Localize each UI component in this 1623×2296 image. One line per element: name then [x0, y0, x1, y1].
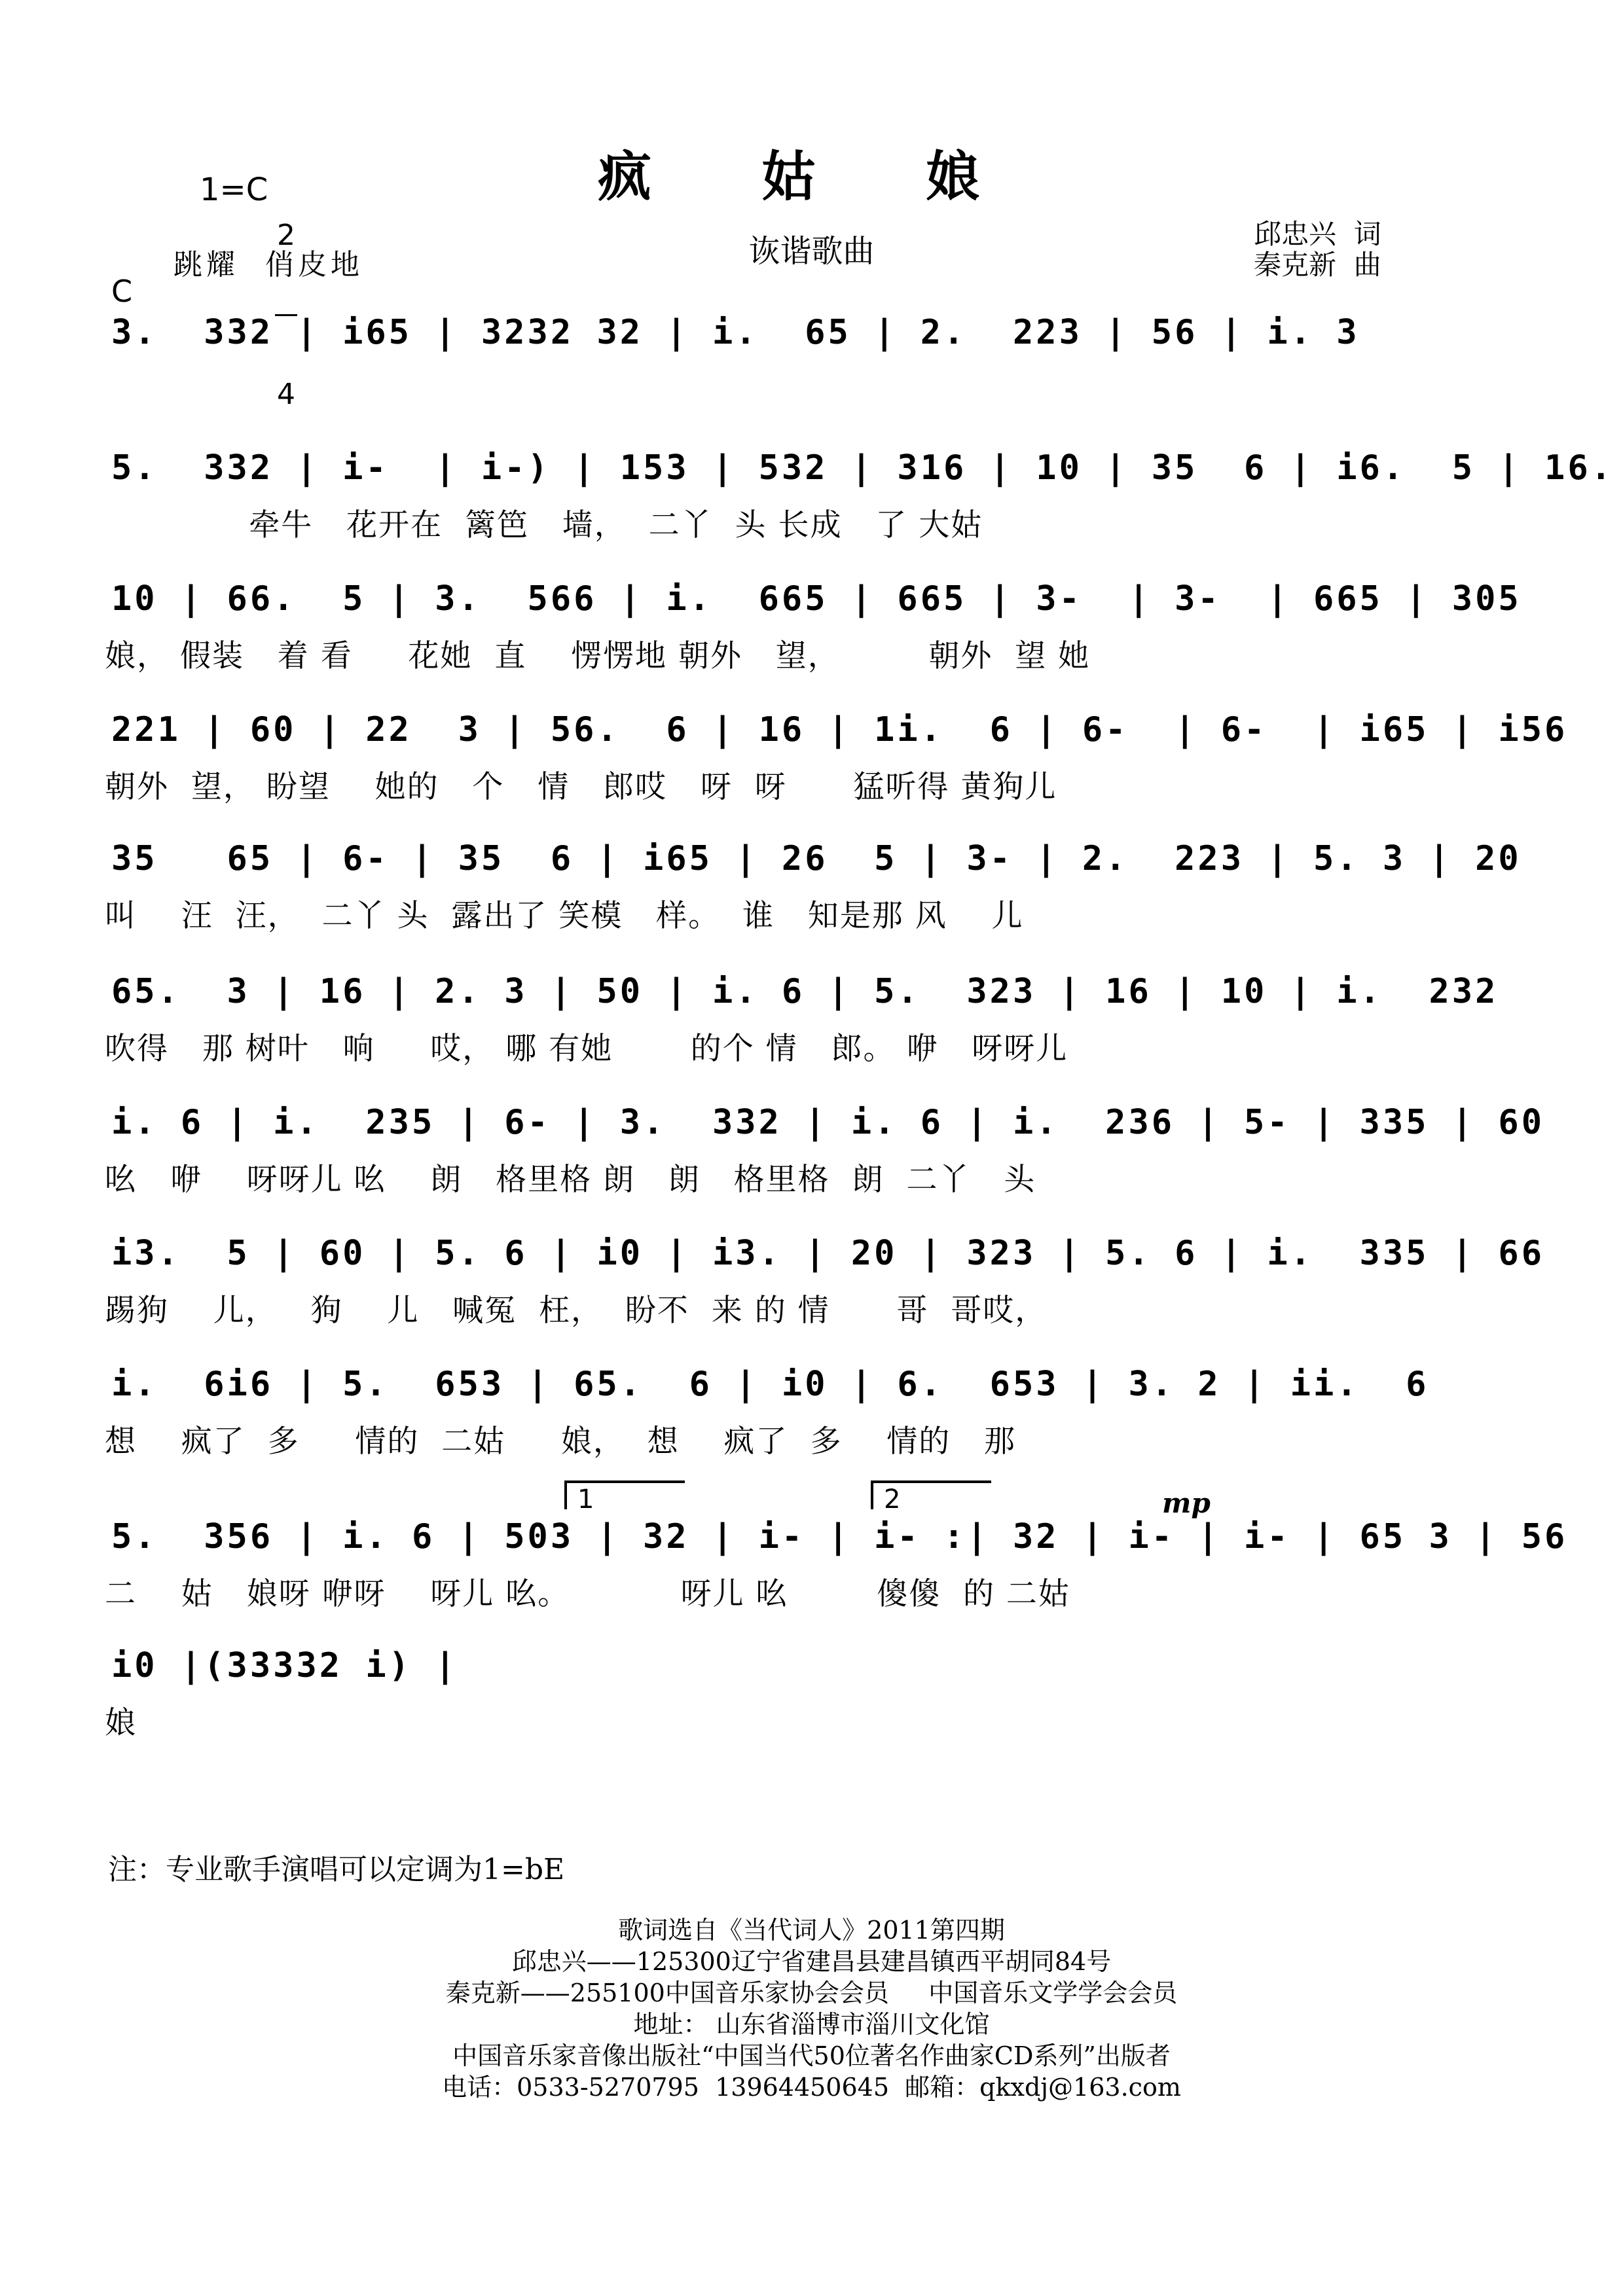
notation-row: 5. 356 | i. 6 | 503 | 32 | i- | i- :| 32 | i- | i- | 65 3 | 56 — [111, 1517, 1568, 1556]
composer-credit: 秦克新 曲 — [1254, 249, 1381, 281]
lyric-row: 叫 汪 汪， 二丫 头 露出了 笑模 样。 谁 知是那 风 儿 — [105, 898, 1024, 934]
first-ending-number: 1 — [577, 1484, 594, 1515]
time-signature — [275, 157, 297, 442]
notation-row: 65. 3 | 16 | 2. 3 | 50 | i. 6 | 5. 323 | 16 | 10 | i. 232 — [111, 972, 1499, 1011]
notation-row: 221 | 60 | 22 3 | 56. 6 | 16 | 1i. 6 | 6- | 6- | i65 | i56 — [111, 710, 1568, 749]
footer-line: 秦克新——255100中国音乐家协会会员 中国音乐文学学会会员 — [445, 1979, 1178, 2007]
lyric-row: 吆 咿 呀呀儿 吆 朗 格里格 朗 朗 格里格 朗 二丫 头 — [105, 1162, 1036, 1198]
notation-row: 35 65 | 6- | 35 6 | i65 | 26 5 | 3- | 2. 223 | 5. 3 | 20 — [111, 839, 1522, 878]
performance-style: 跳耀 俏皮地 — [173, 248, 363, 281]
chord-symbol: C — [111, 274, 133, 309]
notation-row: i3. 5 | 60 | 5. 6 | i0 | i3. | 20 | 323 | 5. 6 | i. 335 | 66 — [111, 1234, 1545, 1273]
lyric-row: 朝外 望， 盼望 她的 个 情 郎哎 呀 呀 猛听得 黄狗儿 — [105, 769, 1057, 805]
key-signature: 1=C — [200, 171, 268, 208]
second-ending-bracket — [871, 1480, 991, 1515]
notation-row: i. 6i6 | 5. 653 | 65. 6 | i0 | 6. 653 | 3. 2 | ii. 6 — [111, 1365, 1429, 1404]
first-ending-bracket — [564, 1480, 685, 1515]
meter-bottom: 4 — [277, 378, 295, 411]
meter-top: 2 — [277, 219, 295, 252]
notation-row: 10 | 66. 5 | 3. 566 | i. 665 | 665 | 3- | 3- | 665 | 305 — [111, 579, 1522, 619]
dynamic-marking: mp — [1162, 1487, 1211, 1519]
notation-row: i0 |(33332 i) | — [111, 1646, 458, 1685]
footer-line: 中国音乐家音像出版社“中国当代50位著名作曲家CD系列”出版者 — [452, 2041, 1171, 2070]
footer-line: 地址： 山东省淄博市淄川文化馆 — [633, 2010, 990, 2039]
lyric-row: 二 姑 娘呀 咿呀 呀儿 吆。 呀儿 吆 傻傻 的 二姑 — [105, 1576, 1070, 1612]
footer-line: 电话：0533-5270795 13964450645 邮箱：qkxdj@163.com — [442, 2073, 1181, 2102]
lyric-row: 娘 — [105, 1705, 137, 1741]
notation-row: i. 6 | i. 235 | 6- | 3. 332 | i. 6 | i. 236 | 5- | 335 | 60 — [111, 1103, 1545, 1142]
lyricist-credit: 邱忠兴 词 — [1254, 218, 1381, 250]
footer-line: 邱忠兴——125300辽宁省建昌县建昌镇西平胡同84号 — [511, 1947, 1112, 1976]
lyric-row: 娘， 假装 着 看 花她 直 愣愣地 朝外 望， 朝外 望 她 — [105, 638, 1091, 674]
song-title: 疯 姑 娘 — [597, 146, 1026, 208]
notation-row: 3. 332 | i65 | 3232 32 | i. 65 | 2. 223 | 56 | i. 3 — [111, 313, 1360, 352]
lyric-row: 牵牛 花开在 篱笆 墙， 二丫 头 长成 了 大姑 — [105, 507, 983, 543]
lyric-row: 踢狗 儿， 狗 儿 喊冤 枉， 盼不 来 的 情 哥 哥哎， — [105, 1293, 1048, 1329]
performance-note: 注：专业歌手演唱可以定调为1=bE — [108, 1853, 565, 1886]
lyric-row: 想 疯了 多 情的 二姑 娘， 想 疯了 多 情的 那 — [105, 1424, 1017, 1460]
footer-line: 歌词选自《当代词人》2011第四期 — [618, 1916, 1005, 1945]
second-ending-number: 2 — [884, 1484, 901, 1515]
song-subtitle: 诙谐歌曲 — [748, 233, 875, 270]
notation-row: 5. 332 | i- | i-) | 153 | 532 | 316 | 10 | 35 6 | i6. 5 | 16. — [111, 448, 1614, 488]
lyric-row: 吹得 那 树叶 响 哎， 哪 有她 的个 情 郎。 咿 呀呀儿 — [105, 1031, 1068, 1067]
